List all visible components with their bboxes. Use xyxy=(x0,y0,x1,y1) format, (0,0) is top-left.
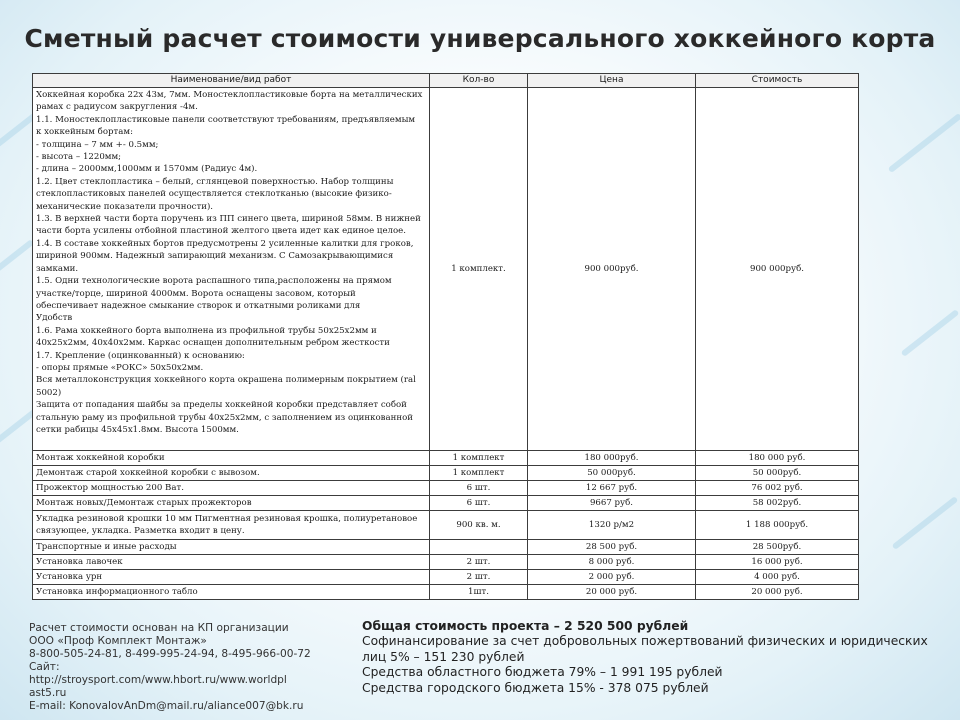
row-qty: 1шт. xyxy=(430,585,528,600)
funding-line: Средства городского бюджета 15% - 378 075 рублей xyxy=(362,680,709,695)
header-name: Наименование/вид работ xyxy=(33,74,430,88)
background-stroke xyxy=(901,309,960,357)
row-qty: 6 шт. xyxy=(430,481,528,496)
description-line: Хоккейная коробка 22х 43м, 7мм. Моностеклопластиковые борта на металлических xyxy=(36,90,423,100)
row-qty: 900 кв. м. xyxy=(430,511,528,540)
table-row-main xyxy=(33,88,859,451)
description-line: 40х25х2мм, 40х40х2мм. Каркас оснащен дополнительным ребром жесткости xyxy=(36,338,390,349)
row-price: 9667 руб. xyxy=(528,496,696,511)
estimate-table xyxy=(32,73,859,600)
background-stroke xyxy=(0,239,34,287)
description-line: участке/торце, шириной 4000мм. Ворота оснащены засовом, который xyxy=(36,288,356,299)
row-price: 50 000руб. xyxy=(528,466,696,481)
row-name: Монтаж новых/Демонтаж старых прожекторов xyxy=(33,496,430,511)
row-qty xyxy=(430,540,528,555)
description-line: рамах с радиусом закругления -4м. xyxy=(36,102,198,113)
table-row xyxy=(33,570,859,585)
row-name: Установка урн xyxy=(33,570,430,585)
row-cost: 1 188 000руб. xyxy=(696,511,859,540)
background-stroke xyxy=(892,496,959,550)
main-price: 900 000руб. xyxy=(528,88,696,451)
supplier-info-line: 8-800-505-24-81, 8-499-995-24-94, 8-495-966-00-72 xyxy=(29,648,311,660)
description-line: стеклопластиковых панелей осуществляется стеклотканью (высокие физико- xyxy=(36,189,392,200)
row-name-line: Укладка резиновой крошки 10 мм Пигментная резиновая крошка, полиуретановое xyxy=(36,513,418,524)
row-qty: 1 комплект xyxy=(430,451,528,466)
row-cost: 76 002 руб. xyxy=(696,481,859,496)
supplier-info-line: Сайт: xyxy=(29,661,60,673)
description-line: Защита от попадания шайбы за пределы хоккейной коробки представляет собой xyxy=(36,400,407,411)
row-name-line: связующее, укладка. Разметка входит в цену. xyxy=(36,526,245,536)
main-description xyxy=(33,88,430,451)
description-line: 1.4. В составе хоккейных бортов предусмотрены 2 усиленные калитки для гроков, xyxy=(36,238,414,249)
description-line: механические показатели прочности). xyxy=(36,201,214,212)
supplier-info-line: E-mail: KonovalovAnDm@mail.ru/aliance007@bk.ru xyxy=(29,700,304,712)
row-cost: 4 000 руб. xyxy=(696,570,859,585)
row-name: Демонтаж старой хоккейной коробки с вывозом. xyxy=(33,466,430,481)
row-name: Транспортные и иные расходы xyxy=(33,540,430,555)
main-cost: 900 000руб. xyxy=(696,88,859,451)
row-price: 28 500 руб. xyxy=(528,540,696,555)
row-price: 12 667 руб. xyxy=(528,481,696,496)
header-price: Цена xyxy=(528,74,696,88)
row-cost: 16 000 руб. xyxy=(696,555,859,570)
row-name: Монтаж хоккейной коробки xyxy=(33,451,430,466)
description-line: к хоккейным бортам: xyxy=(36,127,133,138)
description-line: 1.1. Моностеклопластиковые панели соответствуют требованиям, предъявляемым xyxy=(36,114,416,125)
description-line: - длина – 2000мм,1000мм и 1570мм (Радиус 4м). xyxy=(36,164,258,175)
description-line: Вся металлоконструкция хоккейного корта окрашена полимерным покрытием (ral xyxy=(36,375,416,386)
supplier-info-line: ast5.ru xyxy=(29,687,67,699)
description-line: - опоры прямые «РОКС» 50х50х2мм. xyxy=(36,362,204,373)
description-line: 1.6. Рама хоккейного борта выполнена из профильной трубы 50х25х2мм и xyxy=(36,325,377,336)
main-qty: 1 комплект. xyxy=(430,88,528,451)
funding-line: Софинансирование за счет добровольных пожертвований физических и юридических xyxy=(362,634,928,649)
description-line: 1.5. Одни технологические ворота распашного типа,расположены на прямом xyxy=(36,276,392,287)
description-line: 5002) xyxy=(36,387,62,398)
table-row xyxy=(33,540,859,555)
funding-summary xyxy=(362,619,928,696)
page-title: Сметный расчет стоимости универсального хоккейного корта xyxy=(24,24,936,53)
funding-line: Средства областного бюджета 79% – 1 991 195 рублей xyxy=(362,665,723,680)
row-qty: 6 шт. xyxy=(430,496,528,511)
description-line: - толщина – 7 мм +- 0.5мм; xyxy=(36,139,159,150)
description-line: шириной 900мм. Надежный запирающий механизм. С Самозакрывающимися xyxy=(36,251,394,262)
row-cost: 20 000 руб. xyxy=(696,585,859,600)
row-price: 1320 р/м2 xyxy=(528,511,696,540)
row-price: 180 000руб. xyxy=(528,451,696,466)
row-price: 20 000 руб. xyxy=(528,585,696,600)
description-line: обеспечивает надежное смыкание створок и откатными роликами для xyxy=(36,300,361,311)
supplier-info-line: http://stroysport.com/www.hbort.ru/www.worldpl xyxy=(29,674,287,686)
row-cost: 58 002руб. xyxy=(696,496,859,511)
description-line: 1.3. В верхней части борта поручень из ПП синего цвета, шириной 58мм. В нижней xyxy=(36,214,421,225)
row-name: Установка лавочек xyxy=(33,555,430,570)
project-total: Общая стоимость проекта – 2 520 500 рублей xyxy=(362,619,689,633)
row-price: 2 000 руб. xyxy=(528,570,696,585)
row-qty: 2 шт. xyxy=(430,570,528,585)
description-line: стальную раму из профильной трубы 40х25х2мм, с заполнением из оцинкованной xyxy=(36,412,414,423)
table-header-row xyxy=(33,74,859,88)
supplier-info xyxy=(29,622,311,713)
row-name: Установка информационного табло xyxy=(33,585,430,600)
row-name xyxy=(33,511,430,540)
row-cost: 180 000 руб. xyxy=(696,451,859,466)
table-row xyxy=(33,511,859,540)
table-row xyxy=(33,451,859,466)
header-cost: Стоимость xyxy=(696,74,859,88)
description-line: сетки рабицы 45х45х1.8мм. Высота 1500мм. xyxy=(36,424,239,435)
row-qty: 2 шт. xyxy=(430,555,528,570)
row-price: 8 000 руб. xyxy=(528,555,696,570)
table-row xyxy=(33,481,859,496)
funding-line: лиц 5% – 151 230 рублей xyxy=(362,649,525,664)
header-qty: Кол-во xyxy=(430,74,528,88)
table-row xyxy=(33,585,859,600)
row-name: Прожектор мощностью 200 Ват. xyxy=(33,481,430,496)
supplier-info-line: ООО «Проф Комплект Монтаж» xyxy=(29,635,207,647)
description-line: замками. xyxy=(36,263,79,274)
description-line: части борта усилены отбойной пластиной желтого цвета идет как единое целое. xyxy=(36,226,406,237)
row-cost: 28 500руб. xyxy=(696,540,859,555)
row-qty: 1 комплект xyxy=(430,466,528,481)
supplier-info-line: Расчет стоимости основан на КП организации xyxy=(29,622,289,634)
row-cost: 50 000руб. xyxy=(696,466,859,481)
description-line: 1.2. Цвет стеклопластика – белый, сглянцевой поверхностью. Набор толщины xyxy=(36,176,394,187)
description-line: - высота – 1220мм; xyxy=(36,152,122,163)
description-line: Удобств xyxy=(36,313,73,324)
description-line: 1.7. Крепление (оцинкованный) к основанию: xyxy=(36,350,245,361)
table-row xyxy=(33,555,859,570)
background-stroke xyxy=(888,113,960,173)
table-row xyxy=(33,496,859,511)
table-row xyxy=(33,466,859,481)
